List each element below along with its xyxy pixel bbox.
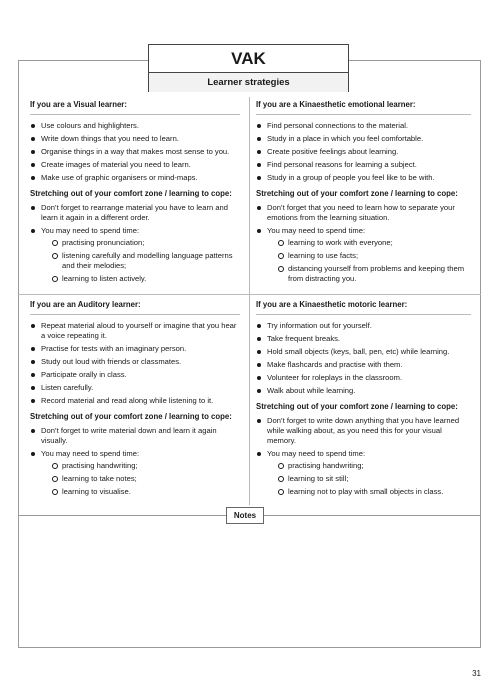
list-item: Don’t forget to rearrange material you have to learn and learn it again in a different order. [30, 203, 240, 223]
sub-list-item: learning to use facts; [267, 251, 471, 261]
list-item: Practise for tests with an imaginary person. [30, 344, 240, 354]
list-item: Make flashcards and practise with them. [256, 360, 471, 370]
row-divider [18, 294, 481, 295]
auditory-stretch-list [30, 426, 240, 497]
kin-emotional-stretch-heading: Stretching out of your comfort zone / learning to cope: [256, 189, 458, 198]
auditory-list [30, 321, 240, 406]
visual-spend-list [41, 238, 240, 284]
list-item: Participate orally in class. [30, 370, 240, 380]
sub-list-item: practising handwriting; [41, 461, 240, 471]
list-item: Make use of graphic organisers or mind-maps. [30, 173, 240, 183]
sub-list-item: distancing yourself from problems and keeping them from distracting you. [267, 264, 471, 284]
list-item: Try information out for yourself. [256, 321, 471, 331]
list-item: Volunteer for roleplays in the classroom. [256, 373, 471, 383]
sub-list-item: learning to take notes; [41, 474, 240, 484]
list-item: Hold small objects (keys, ball, pen, etc) while learning. [256, 347, 471, 357]
list-item: Don’t forget that you need to learn how to separate your emotions from the learning situation. [256, 203, 471, 223]
sub-list-item: practising handwriting; [267, 461, 471, 471]
visual-stretch-list [30, 203, 240, 284]
page-subtitle: Learner strategies [149, 73, 348, 92]
kin-motoric-list [256, 321, 471, 396]
kin-emotional-stretch-list [256, 203, 471, 284]
auditory-stretch-heading: Stretching out of your comfort zone / learning to cope: [30, 412, 232, 421]
list-item: Listen carefully. [30, 383, 240, 393]
column-divider [249, 97, 250, 505]
list-item: Study in a place in which you feel comfortable. [256, 134, 471, 144]
title-box [148, 44, 349, 92]
notes-label: Notes [226, 507, 264, 524]
list-item [256, 449, 471, 497]
list-item: Study in a group of people you feel like to be with. [256, 173, 471, 183]
auditory-spend-list [41, 461, 240, 497]
list-item [256, 226, 471, 284]
kin-emotional-list [256, 121, 471, 183]
kin-motoric-section [256, 300, 471, 500]
page-number: 31 [472, 669, 481, 678]
sub-list-item: learning to sit still; [267, 474, 471, 484]
kin-motoric-stretch-list [256, 416, 471, 497]
kin-emotional-spend-list [267, 238, 471, 284]
kin-motoric-heading: If you are a Kinaesthetic motoric learner: [256, 300, 471, 315]
list-item: Create images of material you need to learn. [30, 160, 240, 170]
sub-list-item: practising pronunciation; [41, 238, 240, 248]
list-item: Study out loud with friends or classmates. [30, 357, 240, 367]
list-item: Use colours and highlighters. [30, 121, 240, 131]
visual-heading: If you are a Visual learner: [30, 100, 240, 115]
kin-emotional-heading: If you are a Kinaesthetic emotional learner: [256, 100, 471, 115]
sub-list-item: learning to visualise. [41, 487, 240, 497]
visual-stretch-heading: Stretching out of your comfort zone / learning to cope: [30, 189, 232, 198]
list-item: Record material and read along while listening to it. [30, 396, 240, 406]
list-item: Organise things in a way that makes most sense to you. [30, 147, 240, 157]
sub-list-item: learning to work with everyone; [267, 238, 471, 248]
list-item: Write down things that you need to learn. [30, 134, 240, 144]
page-title: VAK [149, 45, 348, 73]
list-item-text: You may need to spend time: [41, 449, 140, 458]
sub-list-item: learning not to play with small objects in class. [267, 487, 471, 497]
auditory-heading: If you are an Auditory learner: [30, 300, 240, 315]
sub-list-item: listening carefully and modelling language patterns and their melodies; [41, 251, 240, 271]
auditory-section [30, 300, 240, 500]
list-item: Don’t forget to write material down and learn it again visually. [30, 426, 240, 446]
list-item-text: You may need to spend time: [267, 449, 366, 458]
list-item [30, 226, 240, 284]
list-item: Don’t forget to write down anything that you have learned while walking about, as you need this for your visual memory. [256, 416, 471, 446]
kin-motoric-stretch-heading: Stretching out of your comfort zone / learning to cope: [256, 402, 458, 411]
kin-emotional-section [256, 100, 471, 287]
list-item-text: You may need to spend time: [267, 226, 366, 235]
list-item-text: You may need to spend time: [41, 226, 140, 235]
list-item: Find personal reasons for learning a subject. [256, 160, 471, 170]
list-item: Create positive feelings about learning. [256, 147, 471, 157]
list-item: Repeat material aloud to yourself or imagine that you hear a voice repeating it. [30, 321, 240, 341]
list-item: Walk about while learning. [256, 386, 471, 396]
list-item [30, 449, 240, 497]
sub-list-item: learning to listen actively. [41, 274, 240, 284]
visual-list [30, 121, 240, 183]
visual-section [30, 100, 240, 287]
list-item: Find personal connections to the material. [256, 121, 471, 131]
list-item: Take frequent breaks. [256, 334, 471, 344]
kin-motoric-spend-list [267, 461, 471, 497]
